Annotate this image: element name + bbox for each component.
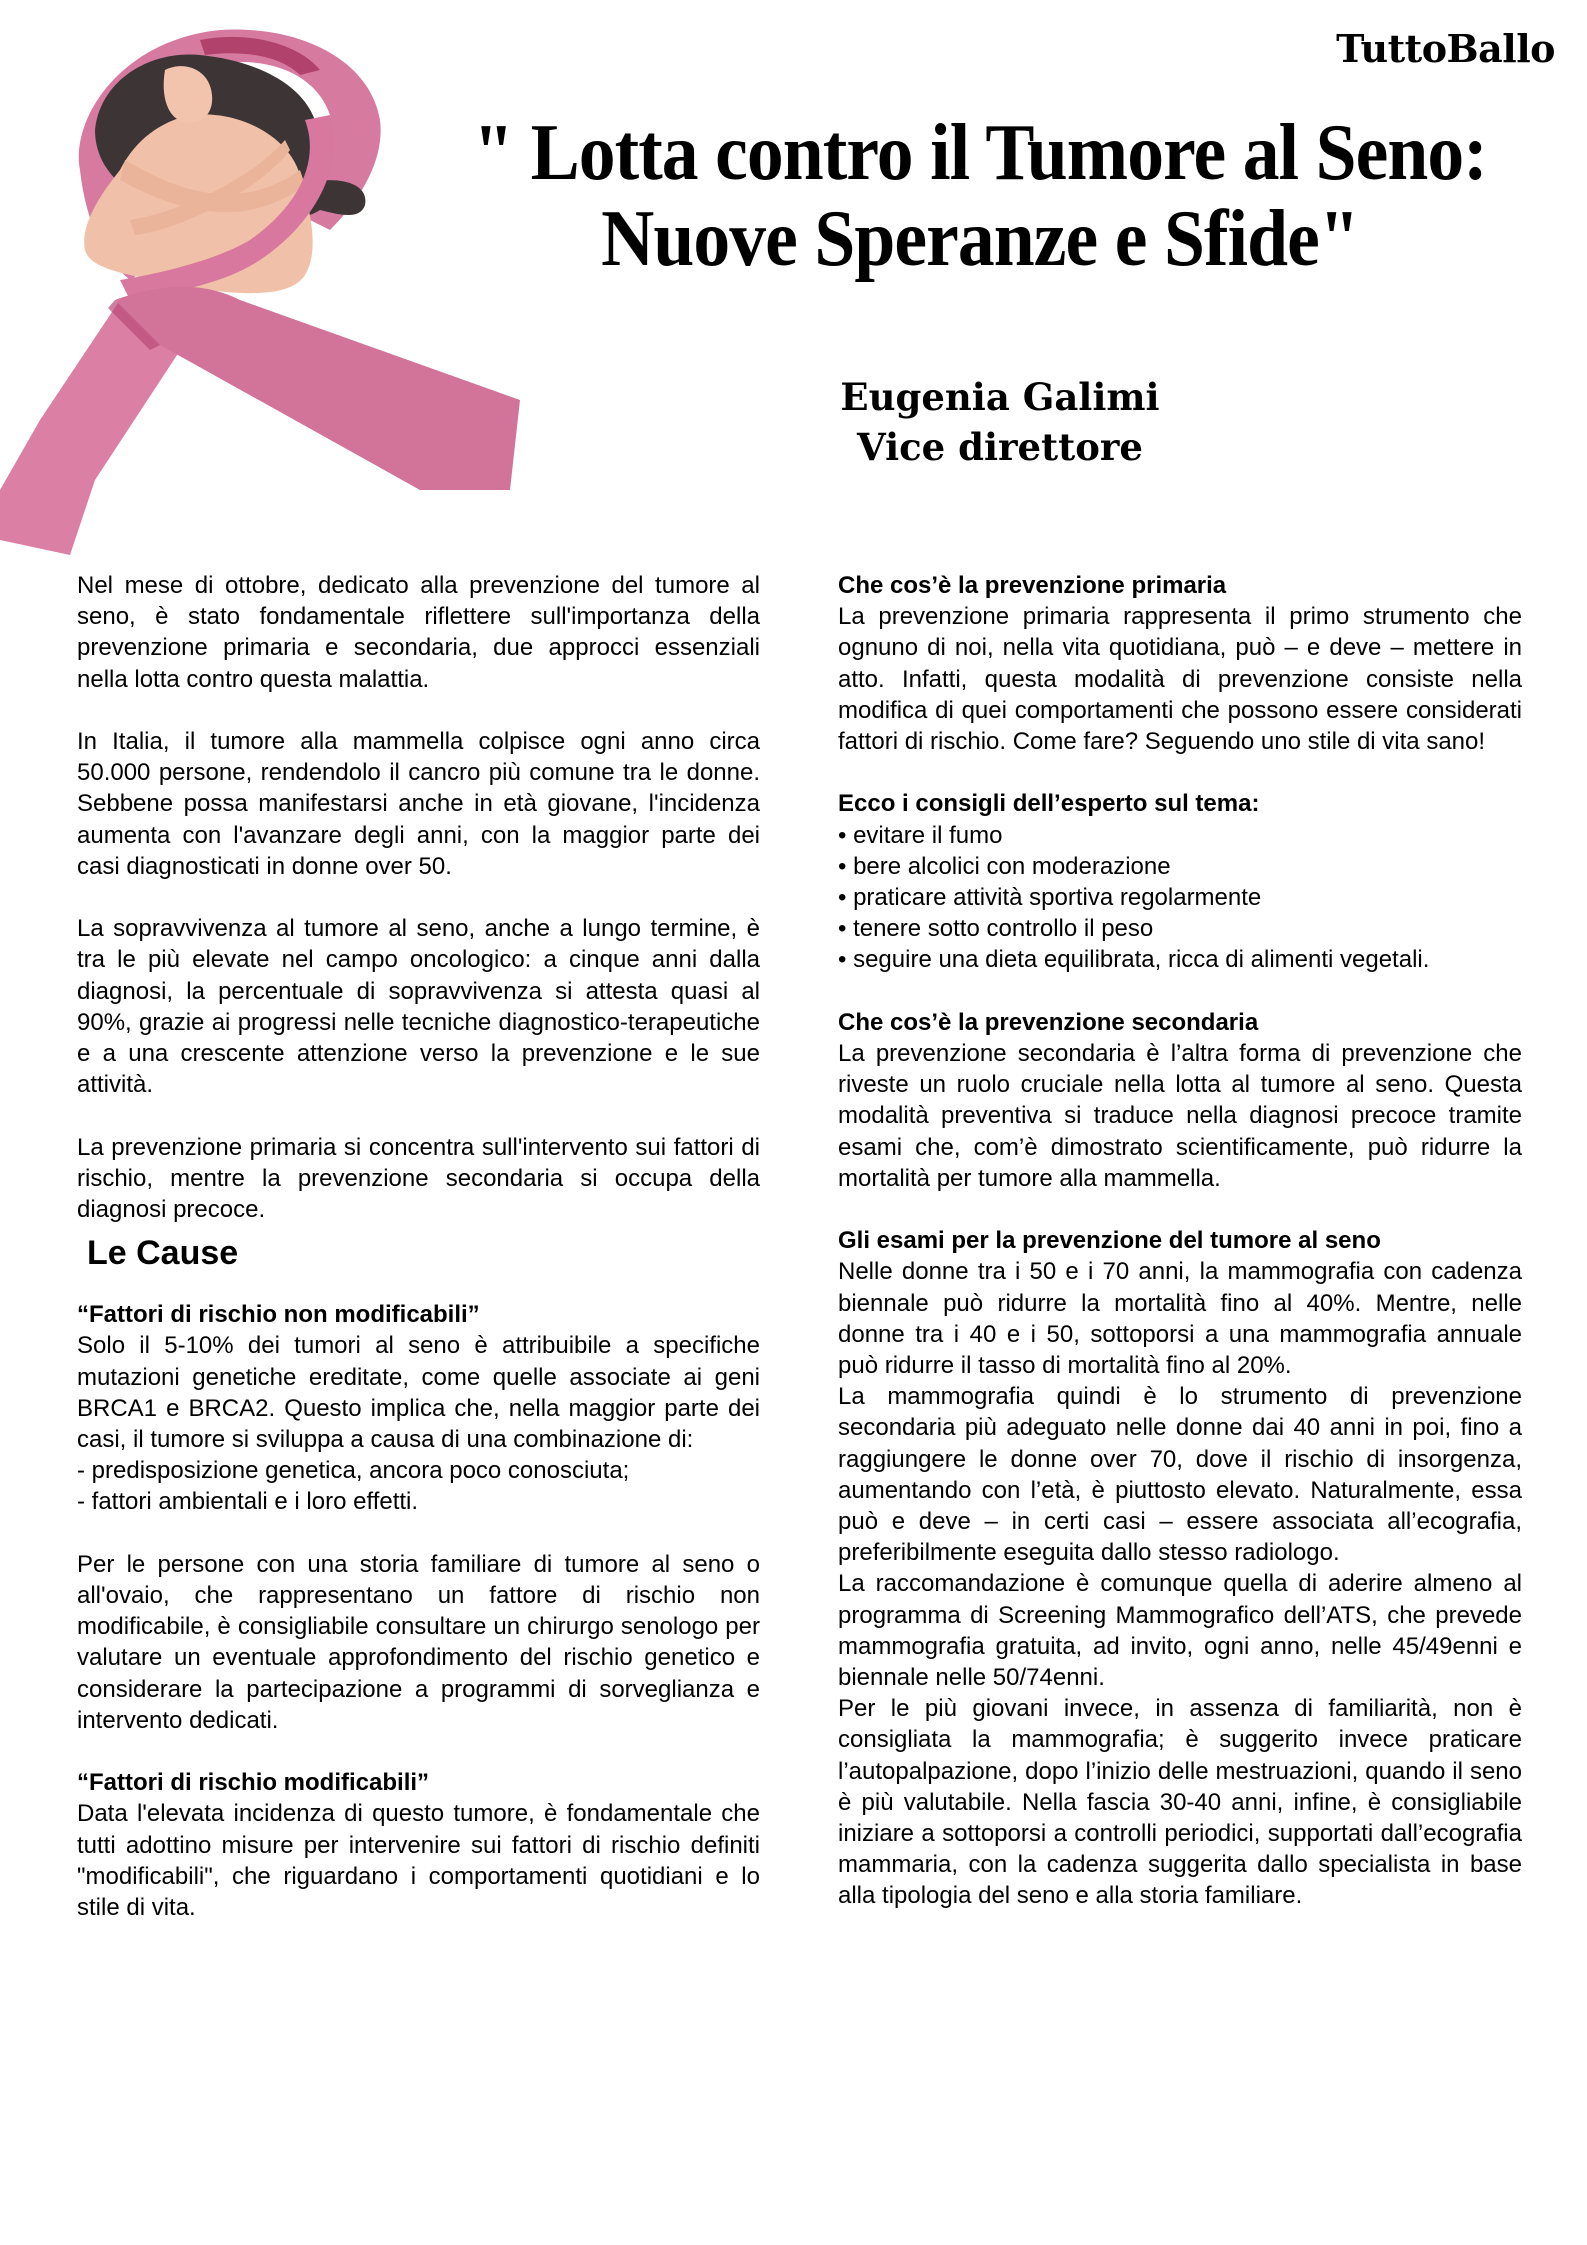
non-modifiable-list-item: - predisposizione genetica, ancora poco conosciuta;: [77, 1457, 630, 1485]
survival-paragraph: La sopravvivenza al tumore al seno, anche a lungo termine, è tra le più elevate nel campo oncologico: a cinque anni dalla diagnosi, la percentuale di sopravvivenza si attesta quasi al 90%, grazie ai progressi nelle tecniche diagnostico-terapeutiche e a una crescente attenzione verso la prevenzione e le sue attività.: [77, 915, 760, 1099]
secondary-prevention-text: La prevenzione secondaria è l’altra forma di prevenzione che riveste un ruolo cruciale nella lotta al tumore al seno. Questa modalità preventiva si traduce nella diagnosi precoce tramite esami che, com’è dimostrato scientificamente, può ridurre la mortalità per tumore alla mammella.: [838, 1040, 1522, 1192]
incidence-paragraph: In Italia, il tumore alla mammella colpisce ogni anno circa 50.000 persone, rendendolo il cancro più comune tra le donne. Sebbene possa manifestarsi anche in età giovane, l'incidenza aumenta con l'avanzare degli anni, con la maggior parte dei casi diagnosticati in donne over 50.: [77, 728, 760, 880]
intro-paragraph: Nel mese di ottobre, dedicato alla prevenzione del tumore al seno, è stato fondamentale riflettere sull'importanza della prevenzione primaria e secondaria, due approcci essenziali nella lotta contro questa malattia.: [77, 572, 760, 693]
right-column: [838, 570, 1522, 1912]
secondary-prevention-heading: Che cos’è la prevenzione secondaria: [838, 1008, 1259, 1036]
modifiable-heading: “Fattori di rischio modificabili”: [77, 1769, 430, 1797]
ribbon-tail-right-icon: [115, 287, 520, 490]
brand-logo: TuttoBallo: [1336, 26, 1555, 71]
section-title-causes: Le Cause: [87, 1234, 239, 1273]
author-block: [800, 372, 1200, 472]
title-line-2: Nuove Speranze e Sfide": [601, 195, 1359, 283]
prevention-summary-paragraph: La prevenzione primaria si concentra sull'intervento sui fattori di rischio, mentre la prevenzione secondaria si occupa della diagnosi precoce.: [77, 1133, 760, 1224]
primary-prevention-heading: Che cos’è la prevenzione primaria: [838, 572, 1227, 599]
non-modifiable-list-item: - fattori ambientali e i loro effetti.: [77, 1488, 419, 1516]
tip-item: • bere alcolici con moderazione: [838, 852, 1171, 880]
tip-item: • tenere sotto controllo il peso: [838, 915, 1154, 943]
primary-prevention-text: La prevenzione primaria rappresenta il primo strumento che ognuno di noi, nella vita quotidiana, può – e deve – mettere in atto. Infatti, questa modalità di prevenzione consiste nella modifica di quei comportamenti che possono essere considerati fattori di rischio. Come fare? Seguendo uno stile di vita sano!: [838, 603, 1522, 756]
non-modifiable-text: Solo il 5-10% dei tumori al seno è attribuibile a specifiche mutazioni genetiche ereditate, come quelle associate ai geni BRCA1 e BRCA2. Questo implica che, nella maggior parte dei casi, il tumore si sviluppa a causa di una combinazione di:: [77, 1332, 760, 1454]
exams-paragraph: Nelle donne tra i 50 e i 70 anni, la mammografia con cadenza biennale può ridurre la mortalità fino al 40%. Mentre, nelle donne tra i 40 e i 50, sottoporsi a una mammografia annuale può ridurre il tasso di mortalità fino al 20%.: [838, 1258, 1522, 1380]
title-line-1: " Lotta contro il Tumore al Seno:: [473, 109, 1487, 197]
modifiable-text: Data l'elevata incidenza di questo tumore, è fondamentale che tutti adottino misure per intervenire sui fattori di rischio definiti "modificabili", che riguardano i comportamenti quotidiani e lo stile di vita.: [77, 1800, 760, 1922]
tips-heading: Ecco i consigli dell’esperto sul tema:: [838, 790, 1260, 818]
author-name: Eugenia Galimi: [840, 375, 1160, 419]
tip-item: • praticare attività sportiva regolarmente: [838, 884, 1262, 912]
non-modifiable-heading: “Fattori di rischio non modificabili”: [77, 1301, 480, 1329]
exams-paragraph: La raccomandazione è comunque quella di aderire almeno al programma di Screening Mammografico dell’ATS, che prevede mammografia gratuita, ad invito, ogni anno, nelle 45/49enni e biennale nelle 50/74enni.: [838, 1570, 1522, 1692]
exams-heading: Gli esami per la prevenzione del tumore al seno: [838, 1227, 1381, 1255]
exams-paragraph: Per le più giovani invece, in assenza di familiarità, non è consigliata la mammografia; è suggerito invece praticare l’autopalpazione, dopo l’inizio delle mestruazioni, quando il seno è più valutabile. Nella fascia 30-40 anni, infine, è consigliabile iniziare a sottoporsi a controlli periodici, supportati dall’ecografia mammaria, con la cadenza suggerita dallo specialista in base alla tipologia del seno e alla storia familiare.: [838, 1695, 1522, 1910]
page-title: [451, 110, 1509, 282]
tip-item: • evitare il fumo: [838, 821, 1003, 849]
tip-item: • seguire una dieta equilibrata, ricca di alimenti vegetali.: [838, 946, 1430, 974]
pink-ribbon-woman-illustration: [0, 0, 520, 570]
author-role: Vice direttore: [857, 425, 1143, 469]
family-history-paragraph: Per le persone con una storia familiare di tumore al seno o all'ovaio, che rappresentano un fattore di rischio non modificabile, è consigliabile consultare un chirurgo senologo per valutare un eventuale approfondimento del rischio genetico e considerare la partecipazione a programmi di sorveglianza e intervento dedicati.: [77, 1550, 760, 1734]
exams-paragraph: La mammografia quindi è lo strumento di prevenzione secondaria più adeguato nelle donne dai 40 anni in poi, fino a raggiungere le donne over 70, dove il rischio di insorgenza, aumentando con l’età, è piuttosto elevato. Naturalmente, essa può e deve – in certi casi – essere associata all’ecografia, preferibilmente eseguita dallo stesso radiologo.: [838, 1383, 1522, 1567]
left-column: [77, 570, 760, 1923]
